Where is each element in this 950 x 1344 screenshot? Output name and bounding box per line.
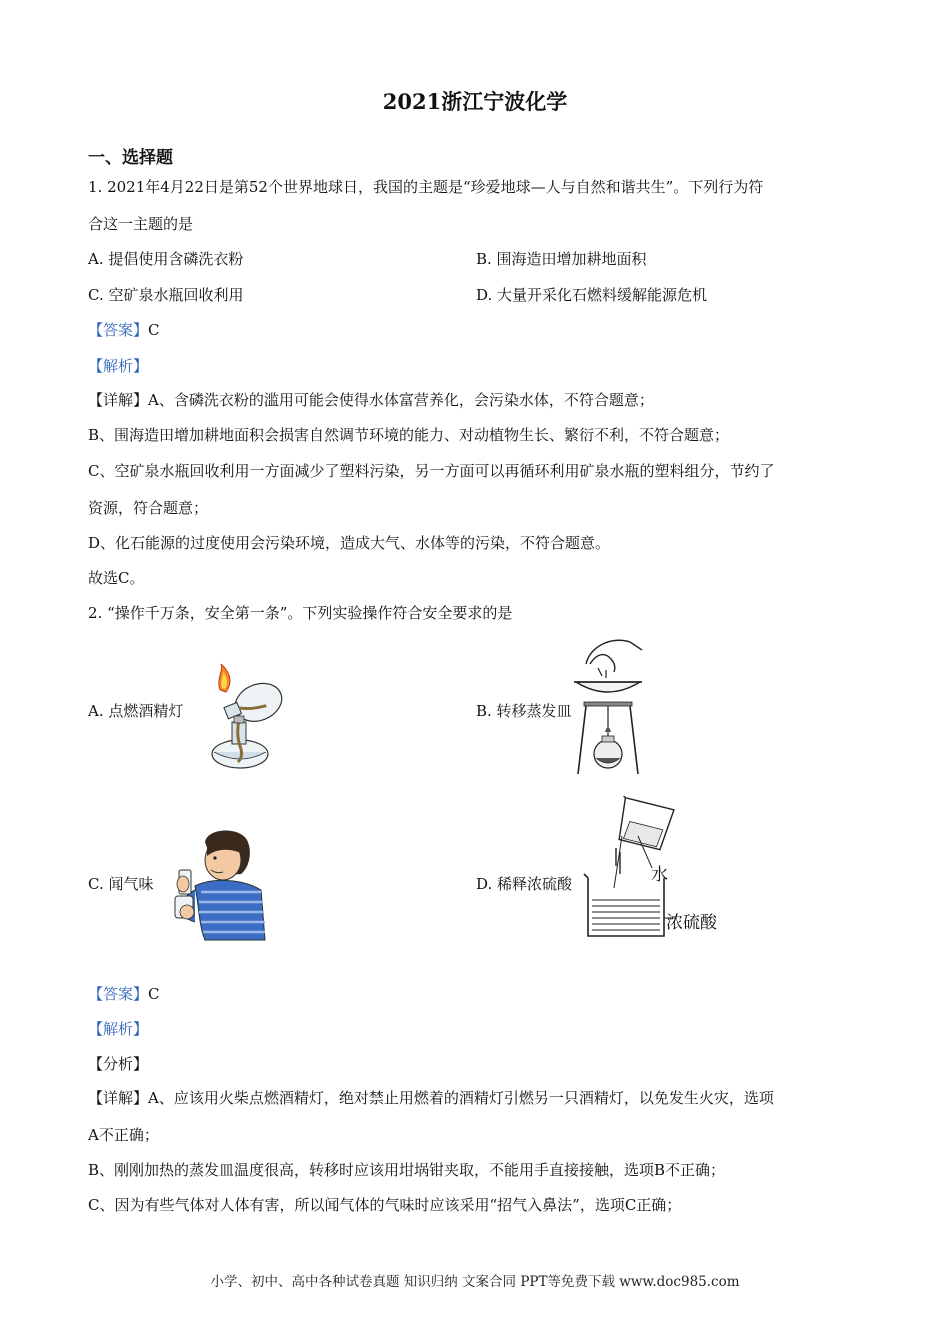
q1-stem-line1: 1. 2021年4月22日是第52个世界地球日，我国的主题是“珍爱地球—人与自然和谐共生”。下列行为符	[88, 178, 764, 196]
q2-answer-line	[88, 984, 160, 1004]
q2-detail-text1: A、应该用火柴点燃酒精灯，绝对禁止用燃着的酒精灯引燃另一只酒精灯，以免发生火灾，选项	[148, 1089, 774, 1107]
q2-detail-line1	[88, 1088, 774, 1108]
evaporating-dish-illustration	[572, 636, 644, 778]
page-footer: 小学、初中、高中各种试卷真题 知识归纳 文案合同 PPT等免费下载 www.doc985.com	[210, 1274, 740, 1290]
q1-option-c: C. 空矿泉水瓶回收利用	[88, 286, 244, 304]
q2-answer-value: C	[148, 985, 160, 1003]
q1-answer-value: C	[148, 321, 160, 339]
section-heading: 一、选择题	[88, 148, 173, 168]
q2-detail-tag: 【详解】	[88, 1089, 149, 1107]
q1-detail-line4: 资源，符合题意；	[88, 499, 209, 517]
q2-option-b: B. 转移蒸发皿	[476, 702, 572, 720]
smelling-boy-illustration	[165, 826, 271, 942]
q1-analysis-tag: 【解析】	[88, 357, 149, 375]
q1-detail-line6: 故选C。	[88, 569, 145, 587]
q2-detail-line3: B、刚刚加热的蒸发皿温度很高，转移时应该用坩埚钳夹取，不能用手直接接触，选项B不正确；	[88, 1161, 726, 1179]
q1-option-a: A. 提倡使用含磷洗衣粉	[88, 250, 244, 268]
q1-detail-line1	[88, 390, 654, 410]
q2-option-d: D. 稀释浓硫酸	[476, 875, 573, 893]
q1-answer-tag: 【答案】	[88, 321, 149, 339]
label-concentrated-acid: 浓硫酸	[666, 913, 717, 933]
page-title: 2021浙江宁波化学	[382, 89, 568, 114]
q2-option-c: C. 闻气味	[88, 875, 154, 893]
q1-answer-line	[88, 320, 160, 340]
q1-detail-text1: A、含磷洗衣粉的滥用可能会使得水体富营养化，会污染水体，不符合题意；	[148, 391, 654, 409]
label-water: 水	[651, 865, 668, 885]
q1-stem-line2: 合这一主题的是	[88, 215, 194, 233]
q2-fenxi-tag: 【分析】	[88, 1055, 149, 1073]
q2-detail-line4: C、因为有些气体对人体有害，所以闻气体的气味时应该采用“招气入鼻法”，选项C正确；	[88, 1196, 682, 1214]
q1-detail-line5: D、化石能源的过度使用会污染环境，造成大气、水体等的污染，不符合题意。	[88, 534, 611, 552]
q2-answer-tag: 【答案】	[88, 985, 149, 1003]
q1-detail-line2: B、围海造田增加耕地面积会损害自然调节环境的能力、对动植物生长、繁衍不利，不符合题意；	[88, 426, 730, 444]
q1-detail-line3: C、空矿泉水瓶回收利用一方面减少了塑料污染，另一方面可以再循环利用矿泉水瓶的塑料组分，节约了	[88, 462, 775, 480]
q2-option-a: A. 点燃酒精灯	[88, 702, 184, 720]
q1-option-b: B. 围海造田增加耕地面积	[476, 250, 647, 268]
q1-detail-tag: 【详解】	[88, 391, 149, 409]
q2-stem: 2. “操作千万条，安全第一条”。下列实验操作符合安全要求的是	[88, 604, 513, 622]
q2-detail-line2: A不正确；	[88, 1126, 159, 1144]
q2-analysis-tag: 【解析】	[88, 1020, 149, 1038]
q1-option-d: D. 大量开采化石燃料缓解能源危机	[476, 286, 708, 304]
alcohol-lamp-illustration	[188, 662, 288, 772]
